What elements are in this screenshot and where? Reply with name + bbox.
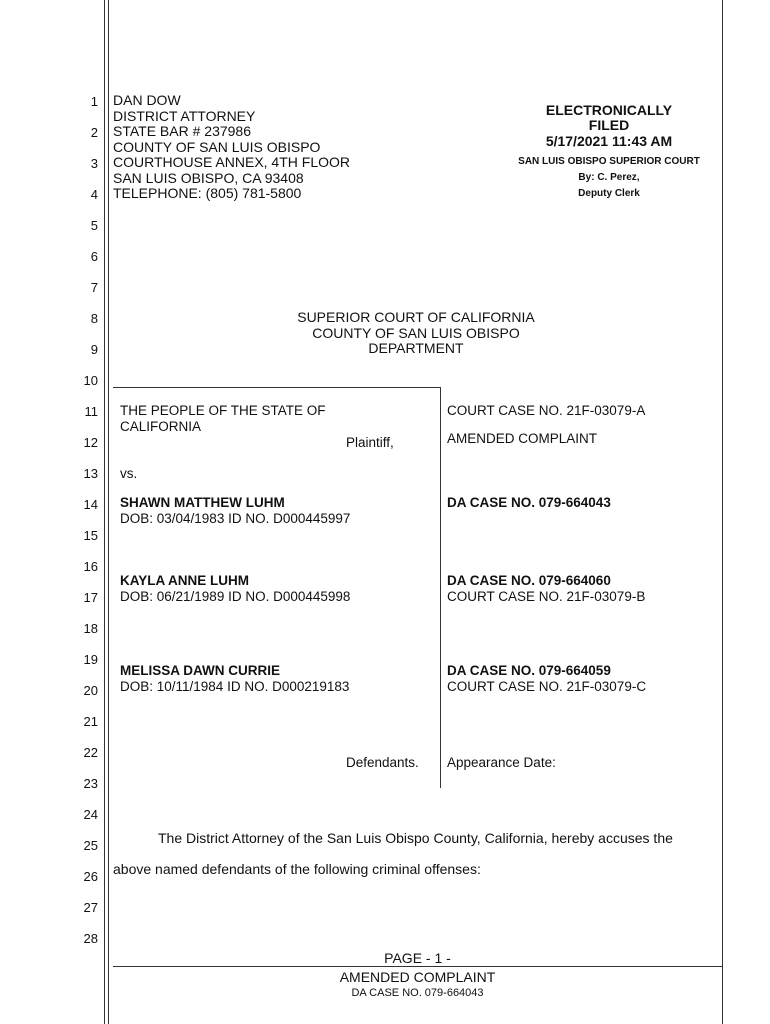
- plaintiff-line-1: THE PEOPLE OF THE STATE OF: [120, 403, 326, 418]
- defendant-2-da-case: DA CASE NO. 079-664060: [447, 573, 611, 588]
- line-number: 19: [83, 652, 98, 667]
- defendant-3-court-case: COURT CASE NO. 21F-03079-C: [447, 678, 647, 694]
- line-number: 5: [90, 218, 98, 233]
- caption-divider: [440, 387, 441, 788]
- stamp-datetime: 5/17/2021 11:43 AM: [545, 133, 673, 149]
- defendant-1-da-case: DA CASE NO. 079-664043: [447, 495, 611, 510]
- line-number: 14: [83, 497, 98, 512]
- line-number: 18: [83, 621, 98, 636]
- defendant-1-name: SHAWN MATTHEW LUHM: [120, 495, 285, 510]
- line-number: 15: [83, 528, 98, 543]
- plaintiff-label: Plaintiff,: [346, 435, 394, 450]
- line-number: 24: [83, 807, 98, 822]
- body-line-2: above named defendants of the following criminal offenses:: [113, 861, 481, 877]
- line-number: 6: [90, 249, 98, 264]
- line-number: 23: [83, 776, 98, 791]
- page-number: PAGE - 1 -: [384, 950, 451, 966]
- line-number: 17: [83, 590, 98, 605]
- right-margin-rule: [722, 0, 723, 1024]
- line-number: 2: [90, 125, 98, 140]
- line-number: 10: [83, 373, 98, 388]
- footer-rule: [113, 966, 722, 967]
- attorney-county: COUNTY OF SAN LUIS OBISPO: [113, 138, 321, 155]
- appearance-date: Appearance Date:: [447, 755, 556, 770]
- attorney-title: DISTRICT ATTORNEY: [113, 107, 256, 124]
- caption-top-rule: [113, 387, 440, 388]
- attorney-name: DAN DOW: [113, 92, 181, 108]
- court-department: DEPARTMENT: [368, 340, 464, 356]
- line-number: 13: [83, 466, 98, 481]
- defendants-label: Defendants.: [346, 755, 419, 770]
- court-case-number: COURT CASE NO. 21F-03079-A: [447, 403, 646, 418]
- plaintiff-line-2: CALIFORNIA: [120, 418, 202, 434]
- left-margin-rule: [104, 0, 105, 1024]
- defendant-2-dob: DOB: 06/21/1989 ID NO. D000445998: [120, 588, 351, 604]
- court-county: COUNTY OF SAN LUIS OBISPO: [312, 324, 520, 341]
- defendant-1-dob: DOB: 03/04/1983 ID NO. D000445997: [120, 510, 351, 526]
- attorney-address-2: SAN LUIS OBISPO, CA 93408: [113, 169, 304, 186]
- line-number: 16: [83, 559, 98, 574]
- line-number: 7: [90, 280, 98, 295]
- document-type: AMENDED COMPLAINT: [447, 431, 598, 446]
- line-number: 11: [84, 404, 98, 419]
- defendant-2-court-case: COURT CASE NO. 21F-03079-B: [447, 588, 646, 604]
- stamp-filed: FILED: [588, 117, 630, 133]
- line-number: 26: [83, 869, 98, 884]
- line-number: 22: [83, 745, 98, 760]
- stamp-court: SAN LUIS OBISPO SUPERIOR COURT: [518, 156, 700, 167]
- defendant-3-name: MELISSA DAWN CURRIE: [120, 663, 281, 678]
- left-margin-rule-inner: [108, 0, 109, 1024]
- line-number: 28: [83, 931, 98, 946]
- line-number: 27: [83, 900, 98, 915]
- footer-title: AMENDED COMPLAINT: [339, 969, 496, 985]
- versus: vs.: [120, 466, 138, 481]
- stamp-clerk: By: C. Perez,: [578, 172, 640, 183]
- defendant-3-da-case: DA CASE NO. 079-664059: [447, 663, 611, 678]
- footer-case: DA CASE NO. 079-664043: [351, 987, 484, 999]
- line-number: 1: [90, 94, 98, 109]
- attorney-telephone: TELEPHONE: (805) 781-5800: [113, 185, 302, 201]
- body-line-1: The District Attorney of the San Luis Obispo County, California, hereby accuses the: [158, 830, 673, 846]
- stamp-role: Deputy Clerk: [578, 188, 640, 199]
- line-number: 25: [83, 838, 98, 853]
- court-name: SUPERIOR COURT OF CALIFORNIA: [297, 309, 535, 325]
- defendant-3-dob: DOB: 10/11/1984 ID NO. D000219183: [120, 678, 350, 694]
- line-number: 12: [83, 435, 98, 450]
- line-number: 3: [90, 156, 98, 171]
- line-number: 21: [83, 714, 98, 729]
- line-number: 20: [83, 683, 98, 698]
- line-number: 8: [90, 311, 98, 326]
- stamp-electronically: ELECTRONICALLY: [545, 102, 673, 118]
- defendant-2-name: KAYLA ANNE LUHM: [120, 573, 250, 588]
- attorney-address-1: COURTHOUSE ANNEX, 4TH FLOOR: [113, 154, 351, 170]
- line-number: 4: [90, 187, 98, 202]
- line-number: 9: [90, 342, 98, 357]
- state-bar: STATE BAR # 237986: [113, 123, 251, 139]
